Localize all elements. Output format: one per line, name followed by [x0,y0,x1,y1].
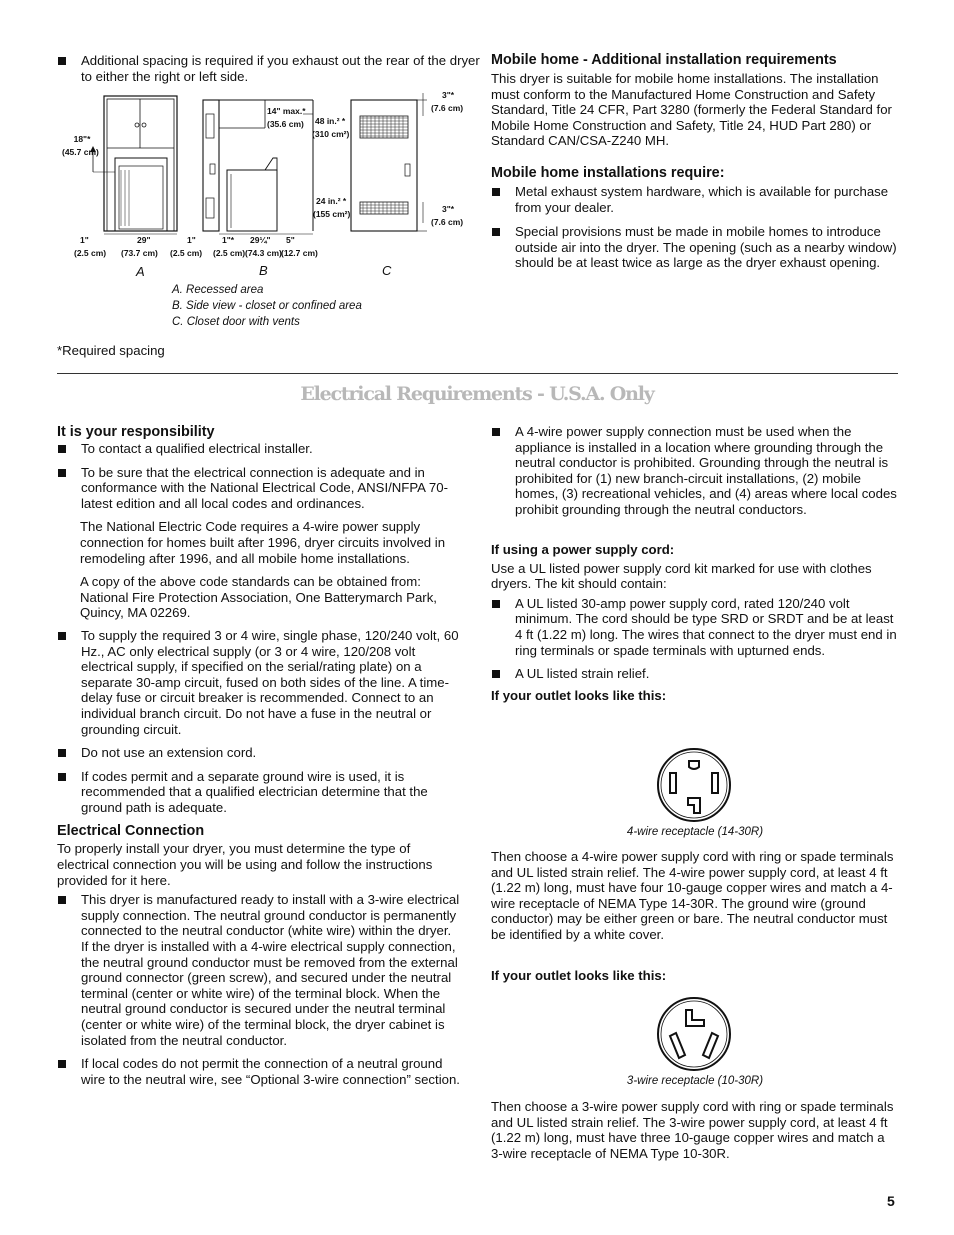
nfpa-paragraph: A copy of the above code standards can be obtained from: National Fire Protection Association, One Batterymarch Park, Quincy, MA 02269. [80,574,437,621]
electrical-connection-heading: Electrical Connection [57,823,205,840]
dim-a-side-right: 1" [187,235,196,245]
dim-c-area-bottom: 24 in.² * [316,196,347,206]
list-item: Metal exhaust system hardware, which is available for purchase from your dealer. [491,184,899,215]
electrical-connection-paragraph: To properly install your dryer, you must determine the type of electrical connection you will be using and follow the instructions provided for it here. [57,841,433,888]
dim-c-area-top: 48 in.² * [315,116,346,126]
figure-a-recessed-area [90,96,177,234]
list-item: A UL listed strain relief. [491,666,899,682]
list-item: A UL listed 30-amp power supply cord, rated 120/240 volt minimum. The cord should be type SRD or SRDT and be at least 4 ft (1.22 m) long. The wires that connect to the dryer must end in ring terminals or spade terminals with upturned ends. [491,596,899,658]
dim-c-bottom: 3"* [442,204,455,214]
dim-a-side-right-cm: (2.5 cm) [170,248,203,258]
dim-a-width-cm: (73.7 cm) [121,248,158,258]
list-item: To contact a qualified electrical installer. [57,441,462,457]
figure-label-a: A [136,264,145,279]
dim-a-height-cm: (45.7 cm) [62,147,99,157]
dim-c-area-bottom-cm: (155 cm²) [313,209,351,219]
right-column-bottom [491,1075,899,1161]
outlet-heading-4-wire: If your outlet looks like this: [491,687,667,703]
exhaust-spacing-bullet: Additional spacing is required if you exhaust out the rear of the dryer to either the right or left side. [57,53,481,84]
right-column [491,424,899,703]
receptacle-3-wire-icon [656,996,732,1072]
list-item: Special provisions must be made in mobile homes to introduce outside air into the dryer. The opening (such as a nearby window) should be at least twice as large as the dryer exhaust opening. [491,224,899,271]
nec-paragraph: The National Electric Code requires a 4-wire power supply connection for homes built after 1996, dryer circuits involved in remodeling after 1996, and all mobile home installations. [80,519,446,566]
responsibility-heading: It is your responsibility [57,424,215,440]
mobile-home-requirements-heading: Mobile home installations require: [491,164,725,181]
list-item: A 4-wire power supply connection must be used when the appliance is installed in a location where grounding through the neutral conductor is prohibited. Grounding through the neutral is prohibited for (1) new branch-circuit installations, (2) mobile homes, (3) recreational vehicles, and (4) areas where local codes prohibit grounding through the neutral conductors. [491,424,899,518]
dim-c-top: 3"* [442,90,455,100]
receptacle-caption-3-wire: 3-wire receptacle (10-30R) [626,1075,764,1087]
dim-b-depth: 29¼" [250,235,271,245]
dim-a-width: 29" [137,235,151,245]
list-item: To supply the required 3 or 4 wire, single phase, 120/240 volt, 60 Hz., AC only electrical supply (or 3 or 4 wire, 120/208 volt electrical supply, if specified on the serial/rating plate) on a separate 30-amp circuit, fused on both sides of the line. A time-delay fuse or circuit breaker is recommended. Connect to an individual branch circuit. Do not have a fuse in the neutral or grounding circuit. [57,628,462,737]
list-item: Do not use an extension cord. [57,745,462,761]
receptacle-caption-4-wire: 4-wire receptacle (14-30R) [626,826,764,838]
receptacle-4-wire-icon [656,747,732,823]
page-number: 5 [887,1193,895,1209]
mobile-home-heading: Mobile home - Additional installation requirements [491,52,837,68]
dim-b-front-cm: (12.7 cm) [281,248,318,258]
dim-b-top: 14" max.* [267,106,306,116]
dim-c-area-top-cm: (310 cm²) [312,129,350,139]
dim-b-back-cm: (2.5 cm) [213,248,246,258]
list-item: To be sure that the electrical connection is adequate and in conformance with the National Electrical Code, ANSI/NFPA 70-latest edition and all local codes and ordinances. [57,465,462,512]
mobile-home-paragraph: This dryer is suitable for mobile home installations. The installation must conform to the Manufactured Home Construction and Safety Standard, Title 24 CFR, Part 3280 (formerly the Federal Standard for Mobile Home Construction and Safety, Title 24, HUD Part 280) or Standard CAN/CSA-Z240 MH. [491,71,892,149]
figure-caption-a: A. Recessed area [172,284,264,296]
dim-a-side-left-cm: (2.5 cm) [74,248,107,258]
list-item: If codes permit and a separate ground wire is used, it is recommended that a qualified electrician determine that the ground path is adequate. [57,769,462,816]
figure-label-c: C [382,263,392,278]
left-column [57,424,462,1087]
figure-label-b: B [259,263,268,278]
figure-caption-c: C. Closet door with vents [172,316,300,328]
list-item: This dryer is manufactured ready to install with a 3-wire electrical supply connection. The neutral ground conductor is permanently connected to the neutral conductor (white wire) within the dryer. If the dryer is installed with a 4-wire electrical supply connection, the neutral ground conductor must be removed from the external ground connector (green screw), and secured under the neutral terminal (center or white wire) of the terminal block. When the neutral ground conductor is secured under the neutral terminal (center or white wire) of the terminal block, the dryer cabinet is isolated from the neutral conductor. [57,892,462,1048]
dim-c-top-cm: (7.6 cm) [431,103,464,113]
section-divider [57,373,898,374]
dim-c-bottom-cm: (7.6 cm) [431,217,464,227]
dim-a-side-left: 1" [80,235,89,245]
right-column-lower [491,826,899,983]
list-item: If local codes do not permit the connection of a neutral ground wire to the neutral wire, see “Optional 3-wire connection” section. [57,1056,462,1087]
dim-b-top-cm: (35.6 cm) [267,119,304,129]
four-wire-paragraph: Then choose a 4-wire power supply cord with ring or spade terminals and UL listed strain relief. The 4-wire power supply cord, at least 4 ft (1.22 m) long, must have four 10-gauge copper wires and match a 4-wire receptacle of NEMA Type 14-30R. The ground wire (ground conductor) may be either green or bare. The neutral conductor must be identified by a white cover. [491,849,894,942]
section-title: Electrical Requirements - U.S.A. Only [300,383,654,405]
figure-caption-b: B. Side view - closet or confined area [172,300,362,312]
dim-b-front: 5" [286,235,295,245]
three-wire-paragraph: Then choose a 3-wire power supply cord with ring or spade terminals and UL listed strain relief. The 3-wire power supply cord, at least 4 ft (1.22 m) long, must have three 10-gauge copper wires and match a 3-wire receptacle of NEMA Type 10-30R. [491,1099,894,1161]
power-cord-paragraph: Use a UL listed power supply cord kit marked for use with clothes dryers. The kit should contain: [491,560,872,592]
dim-a-height: 18"* [73,134,91,144]
dim-b-back: 1"* [222,235,235,245]
required-spacing-note: *Required spacing [57,343,165,358]
power-cord-heading: If using a power supply cord: [491,541,675,557]
figure-c-closet-door [351,93,427,231]
dim-b-depth-cm: (74.3 cm) [245,248,282,258]
mobile-home-section [491,52,899,271]
outlet-heading-3-wire: If your outlet looks like this: [491,967,667,983]
